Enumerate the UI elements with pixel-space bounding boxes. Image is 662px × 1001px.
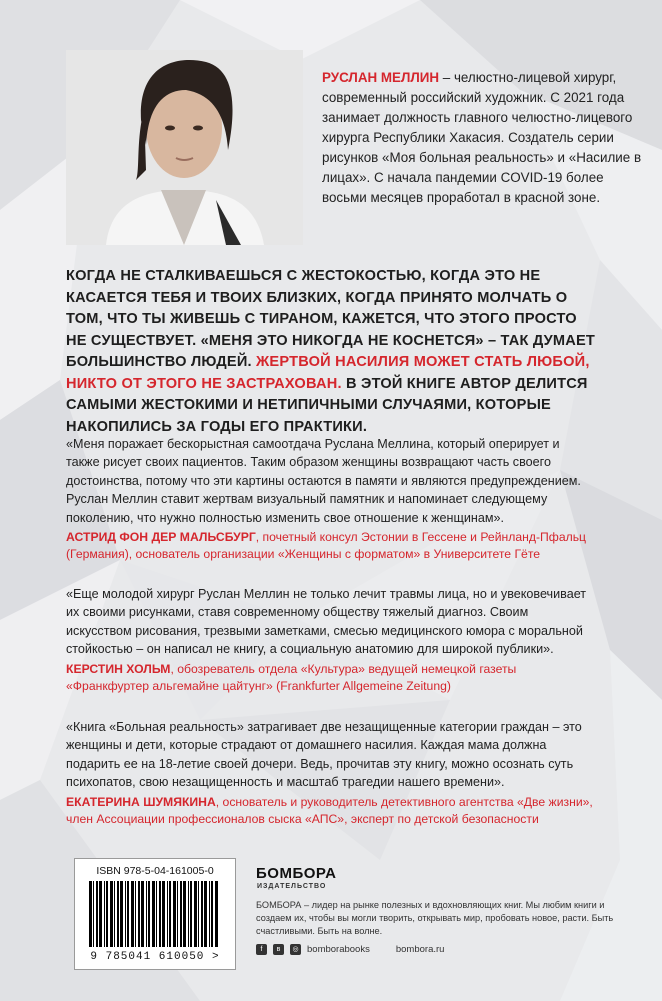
publisher-description: БОМБОРА – лидер на рынке полезных и вдохновляющих книг. Мы любим книги и создаем их, чтобы вы могли творить, открывать мир, пробовать новое, расти. Быть счастливыми. Быть на волне. (256, 900, 614, 936)
quote-text: «Книга «Больная реальность» затрагивает две незащищенные категории граждан – это женщины и дети, которые страдают от домашнего насилия. Каждая мама должна подарить ее на 18-летие своей дочери. Ведь, прочитав эту книгу, можно осознать суть психопатов, свою незащищенность и масштаб трагедии нашего времени». (66, 720, 582, 790)
barcode-bar (169, 881, 171, 947)
quote-2 (66, 585, 596, 695)
barcode-bar (120, 881, 123, 947)
quote-role: , почетный консул Эстонии в Гессене и Рейнланд-Пфальц (Германия), основатель организации «Женщины с форматом» в Университете Гёте (66, 530, 587, 562)
barcode-bar (138, 881, 140, 947)
author-name: РУСЛАН МЕЛЛИН (322, 70, 440, 85)
barcode-bar (117, 881, 119, 947)
barcode-bar (201, 881, 203, 947)
barcode-bar (127, 881, 129, 947)
author-bio (322, 68, 642, 208)
barcode-bar (211, 881, 213, 947)
barcode-box (74, 858, 236, 970)
barcode-bar (209, 881, 210, 947)
author-bio-text: – челюстно-лицевой хирург, современный российский художник. С 2021 года занимает должность главного челюстно-лицевого хирурга Республики Хакасия. Создатель серии рисунков «Моя больная реальность» и «Насилие в лицах». С начала пандемии COVID-19 более восьми месяцев проработал в красной зоне. (322, 70, 642, 205)
quote-text: «Еще молодой хирург Руслан Меллин не только лечит травмы лица, но и увековечивает их своими рисунками, ставя современному обществу тяжелый диагноз. Своим искусством рисования, трезвыми заметками, смесью медицинского юмора с моральной стойкостью – он написал не книгу, а социальную анатомию для широкой публики». (66, 587, 587, 657)
barcode-bar (190, 881, 192, 947)
social-network-icon[interactable]: f (256, 944, 267, 955)
quote-role: , обозреватель отдела «Культура» ведущей немецкой газеты «Франкфуртер альгемайне цайтунг» (Frankfurter Allgemeine Zeitung) (66, 661, 517, 693)
quote-text: «Меня поражает бескорыстная самоотдача Руслана Меллина, который оперирует и также рисует своих пациентов. Таким образом женщины возвращают часть своего достоинства, потому что эти картины остаются в памяти и являются предупреждением. Руслан Меллин ставит жертвам визуальный памятник и напоминает следующему поколению, что нужно полностью изменить свое отношение к женщинам». (66, 437, 581, 525)
publisher-logo-subtitle: ИЗДАТЕЛЬСТВО (257, 883, 327, 890)
barcode-bar (156, 881, 157, 947)
barcode-bar (188, 881, 189, 947)
barcode-bar (93, 881, 94, 947)
barcode-bar (106, 881, 108, 947)
barcode-bar (110, 881, 113, 947)
barcode-bar (180, 881, 182, 947)
barcode-bar (167, 881, 168, 947)
quote-role: , основатель и руководитель детективного агентства «Две жизни», член Ассоциации профессионалов сыска «АПС», эксперт по детской безопасности (66, 794, 593, 826)
lead-part-2: В ЭТОЙ КНИГЕ АВТОР ДЕЛИТСЯ САМЫМИ ЖЕСТОКИМИ И НЕТИПИЧНЫМИ СЛУЧАЯМИ, КОТОРЫЕ НАКОПИЛИСЬ ЗА ГОДЫ ЕГО ПРАКТИКИ. (66, 375, 588, 435)
barcode-bar (198, 881, 199, 947)
publisher-logo: БОМБОРА (256, 865, 337, 882)
barcode-bar (152, 881, 155, 947)
quote-attribution (66, 794, 596, 828)
author-photo (66, 50, 303, 245)
social-handle[interactable]: bomborabooks (307, 944, 370, 955)
quote-author: КЕРСТИН ХОЛЬМ (66, 661, 171, 676)
quote-author: АСТРИД ФОН ДЕР МАЛЬСБУРГ (66, 530, 256, 545)
publisher-links (256, 944, 636, 955)
barcode-bar (183, 881, 186, 947)
barcode-bar (125, 881, 126, 947)
barcode-bar (135, 881, 136, 947)
publisher-site[interactable]: bombora.ru (395, 944, 445, 955)
barcode-bar (177, 881, 178, 947)
barcode-bar (99, 881, 102, 947)
barcode-bar (146, 881, 147, 947)
barcode-bar (89, 881, 92, 947)
isbn: ISBN 978-5-04-161005-0 (96, 865, 214, 877)
barcode-number: 9 785041 610050 > (90, 951, 220, 963)
quote-attribution (66, 661, 596, 695)
barcode-bar (204, 881, 207, 947)
barcode-bar (114, 881, 115, 947)
lead-part-1: КОГДА НЕ СТАЛКИВАЕШЬСЯ С ЖЕСТОКОСТЬЮ, КОГДА ЭТО НЕ КАСАЕТСЯ ТЕБЯ И ТВОИХ БЛИЗКИХ, КОГДА ПРИНЯТО МОЛЧАТЬ О ТОМ, ЧТО ТЫ ЖИВЕШЬ С ТИРАНОМ, КАЖЕТСЯ, ЧТО ЭТОГО ПРОСТО НЕ СУЩЕСТВУЕТ. «МЕНЯ ЭТО НИКОГДА НЕ КОСНЕТСЯ» – ТАК ДУМАЕТ БОЛЬШИНСТВО ЛЮДЕЙ. (66, 268, 596, 370)
quote-1 (66, 435, 596, 563)
vk-icon[interactable]: в (273, 944, 284, 955)
barcode-bar (194, 881, 197, 947)
instagram-icon[interactable]: ◎ (290, 944, 301, 955)
barcode-bar (96, 881, 98, 947)
lead-paragraph (66, 266, 596, 438)
lead-highlight: ЖЕРТВОЙ НАСИЛИЯ МОЖЕТ СТАТЬ ЛЮБОЙ, НИКТО ОТ ЭТОГО НЕ ЗАСТРАХОВАН. (66, 354, 590, 392)
quote-attribution (66, 529, 596, 563)
barcode-bar (104, 881, 105, 947)
barcode-bar (215, 881, 218, 947)
quote-3 (66, 718, 596, 828)
barcode-bar (141, 881, 144, 947)
barcode-bar (173, 881, 176, 947)
quote-author: ЕКАТЕРИНА ШУМЯКИНА (66, 794, 216, 809)
barcode-bar (131, 881, 134, 947)
barcode-icon (87, 881, 223, 949)
barcode-bar (159, 881, 161, 947)
barcode-bar (162, 881, 165, 947)
barcode-bar (148, 881, 150, 947)
